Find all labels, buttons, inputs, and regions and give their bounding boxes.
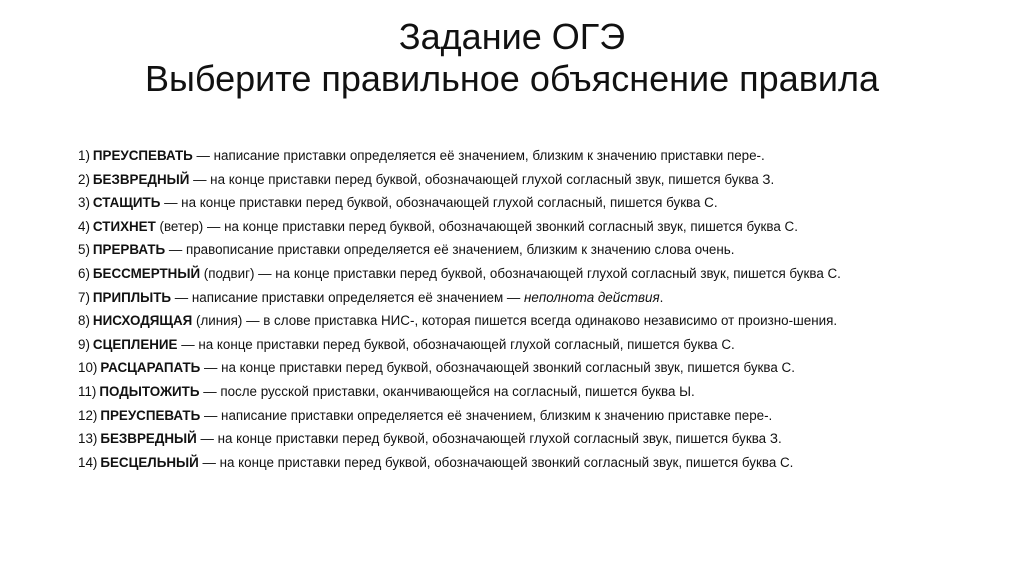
item-number: 10) [78, 360, 98, 376]
item-word: СТИХНЕТ [92, 218, 156, 234]
item-number: 9) [78, 336, 90, 352]
item-explanation: — на конце приставки перед буквой, обозначающей глухой согласный звук, пишется буква З. [189, 171, 775, 187]
item-word: РАСЦАРАПАТЬ [100, 360, 201, 376]
item-note: (ветер) [155, 218, 204, 234]
item-number: 12) [78, 407, 98, 423]
item-italic-term: неполнота действия [524, 289, 660, 305]
item-number: 13) [78, 431, 98, 447]
list-item [78, 218, 958, 234]
item-word: БЕССМЕРТНЫЙ [92, 265, 201, 281]
item-number: 14) [78, 454, 98, 470]
item-number: 3) [78, 195, 90, 211]
item-tail: . [659, 289, 664, 305]
item-explanation: — написание приставки определяется её значением, близким к значению приставки пере-. [192, 148, 765, 163]
item-word: БЕЗВРЕДНЫЙ [92, 171, 190, 187]
item-number: 7) [78, 289, 90, 305]
item-word: СЦЕПЛЕНИЕ [92, 336, 178, 352]
item-word: ПРЕУСПЕВАТЬ [100, 407, 201, 423]
list-item [78, 336, 958, 352]
item-number: 2) [78, 171, 90, 187]
item-word: ПРЕУСПЕВАТЬ [92, 148, 193, 163]
item-word: ПОДЫТОЖИТЬ [99, 383, 200, 399]
list-item [78, 454, 958, 470]
item-word: БЕСЦЕЛЬНЫЙ [100, 454, 199, 470]
list-item [78, 360, 958, 376]
item-explanation: — правописание приставки определяется её значением, близким к значению слова очень. [165, 242, 735, 258]
item-word: НИСХОДЯЩАЯ [92, 313, 193, 329]
list-item [78, 242, 958, 258]
list-item [78, 171, 958, 187]
title-line-1: Задание ОГЭ [398, 16, 626, 57]
item-explanation: — после русской приставки, оканчивающейся на согласный, пишется буква Ы. [199, 383, 695, 399]
item-note: (линия) [192, 313, 243, 329]
item-explanation: — на конце приставки перед буквой, обозначающей глухой согласный звук, пишется буква С. [254, 265, 841, 281]
list-item [78, 431, 958, 447]
item-note: (подвиг) [200, 265, 255, 281]
page-title [0, 16, 1024, 100]
list-item [78, 383, 958, 399]
item-number: 5) [78, 242, 90, 258]
list-item [78, 265, 958, 281]
item-explanation: — на конце приставки перед буквой, обозначающей глухой согласный, пишется буква С. [160, 195, 718, 211]
item-explanation: — на конце приставки перед буквой, обозначающей звонкий согласный звук, пишется буква С. [200, 360, 795, 376]
item-word: БЕЗВРЕДНЫЙ [100, 431, 197, 447]
item-number: 8) [78, 313, 90, 329]
item-explanation: — на конце приставки перед буквой, обозначающей звонкий согласный звук, пишется буква С. [203, 218, 798, 234]
item-explanation: — в слове приставка НИС-, которая пишется всегда одинаково независимо от произно-шения. [242, 313, 838, 329]
item-word: ПРЕРВАТЬ [92, 242, 166, 258]
list-item [78, 195, 958, 211]
item-word: СТАЩИТЬ [92, 195, 161, 211]
rule-explanations-list [78, 150, 958, 480]
item-number: 4) [78, 218, 90, 234]
item-explanation: — на конце приставки перед буквой, обозначающей глухой согласный звук, пишется буква З. [196, 431, 782, 447]
item-word: ПРИПЛЫТЬ [92, 289, 172, 305]
item-explanation: — на конце приставки перед буквой, обозначающей звонкий согласный звук, пишется буква С. [198, 454, 794, 470]
list-item [78, 313, 958, 329]
item-explanation: — написание приставки определяется её значением — [171, 289, 525, 305]
list-item [78, 150, 958, 161]
title-line-2: Выберите правильное объяснение правила [145, 58, 879, 99]
item-number: 6) [78, 265, 90, 281]
item-number: 11) [78, 383, 97, 399]
item-explanation: — на конце приставки перед буквой, обозначающей глухой согласный, пишется буква С. [177, 336, 735, 352]
list-item [78, 407, 958, 423]
item-number: 1) [78, 148, 90, 163]
list-item [78, 289, 958, 305]
item-explanation: — написание приставки определяется её значением, близким к значению приставке пере-. [200, 407, 773, 423]
